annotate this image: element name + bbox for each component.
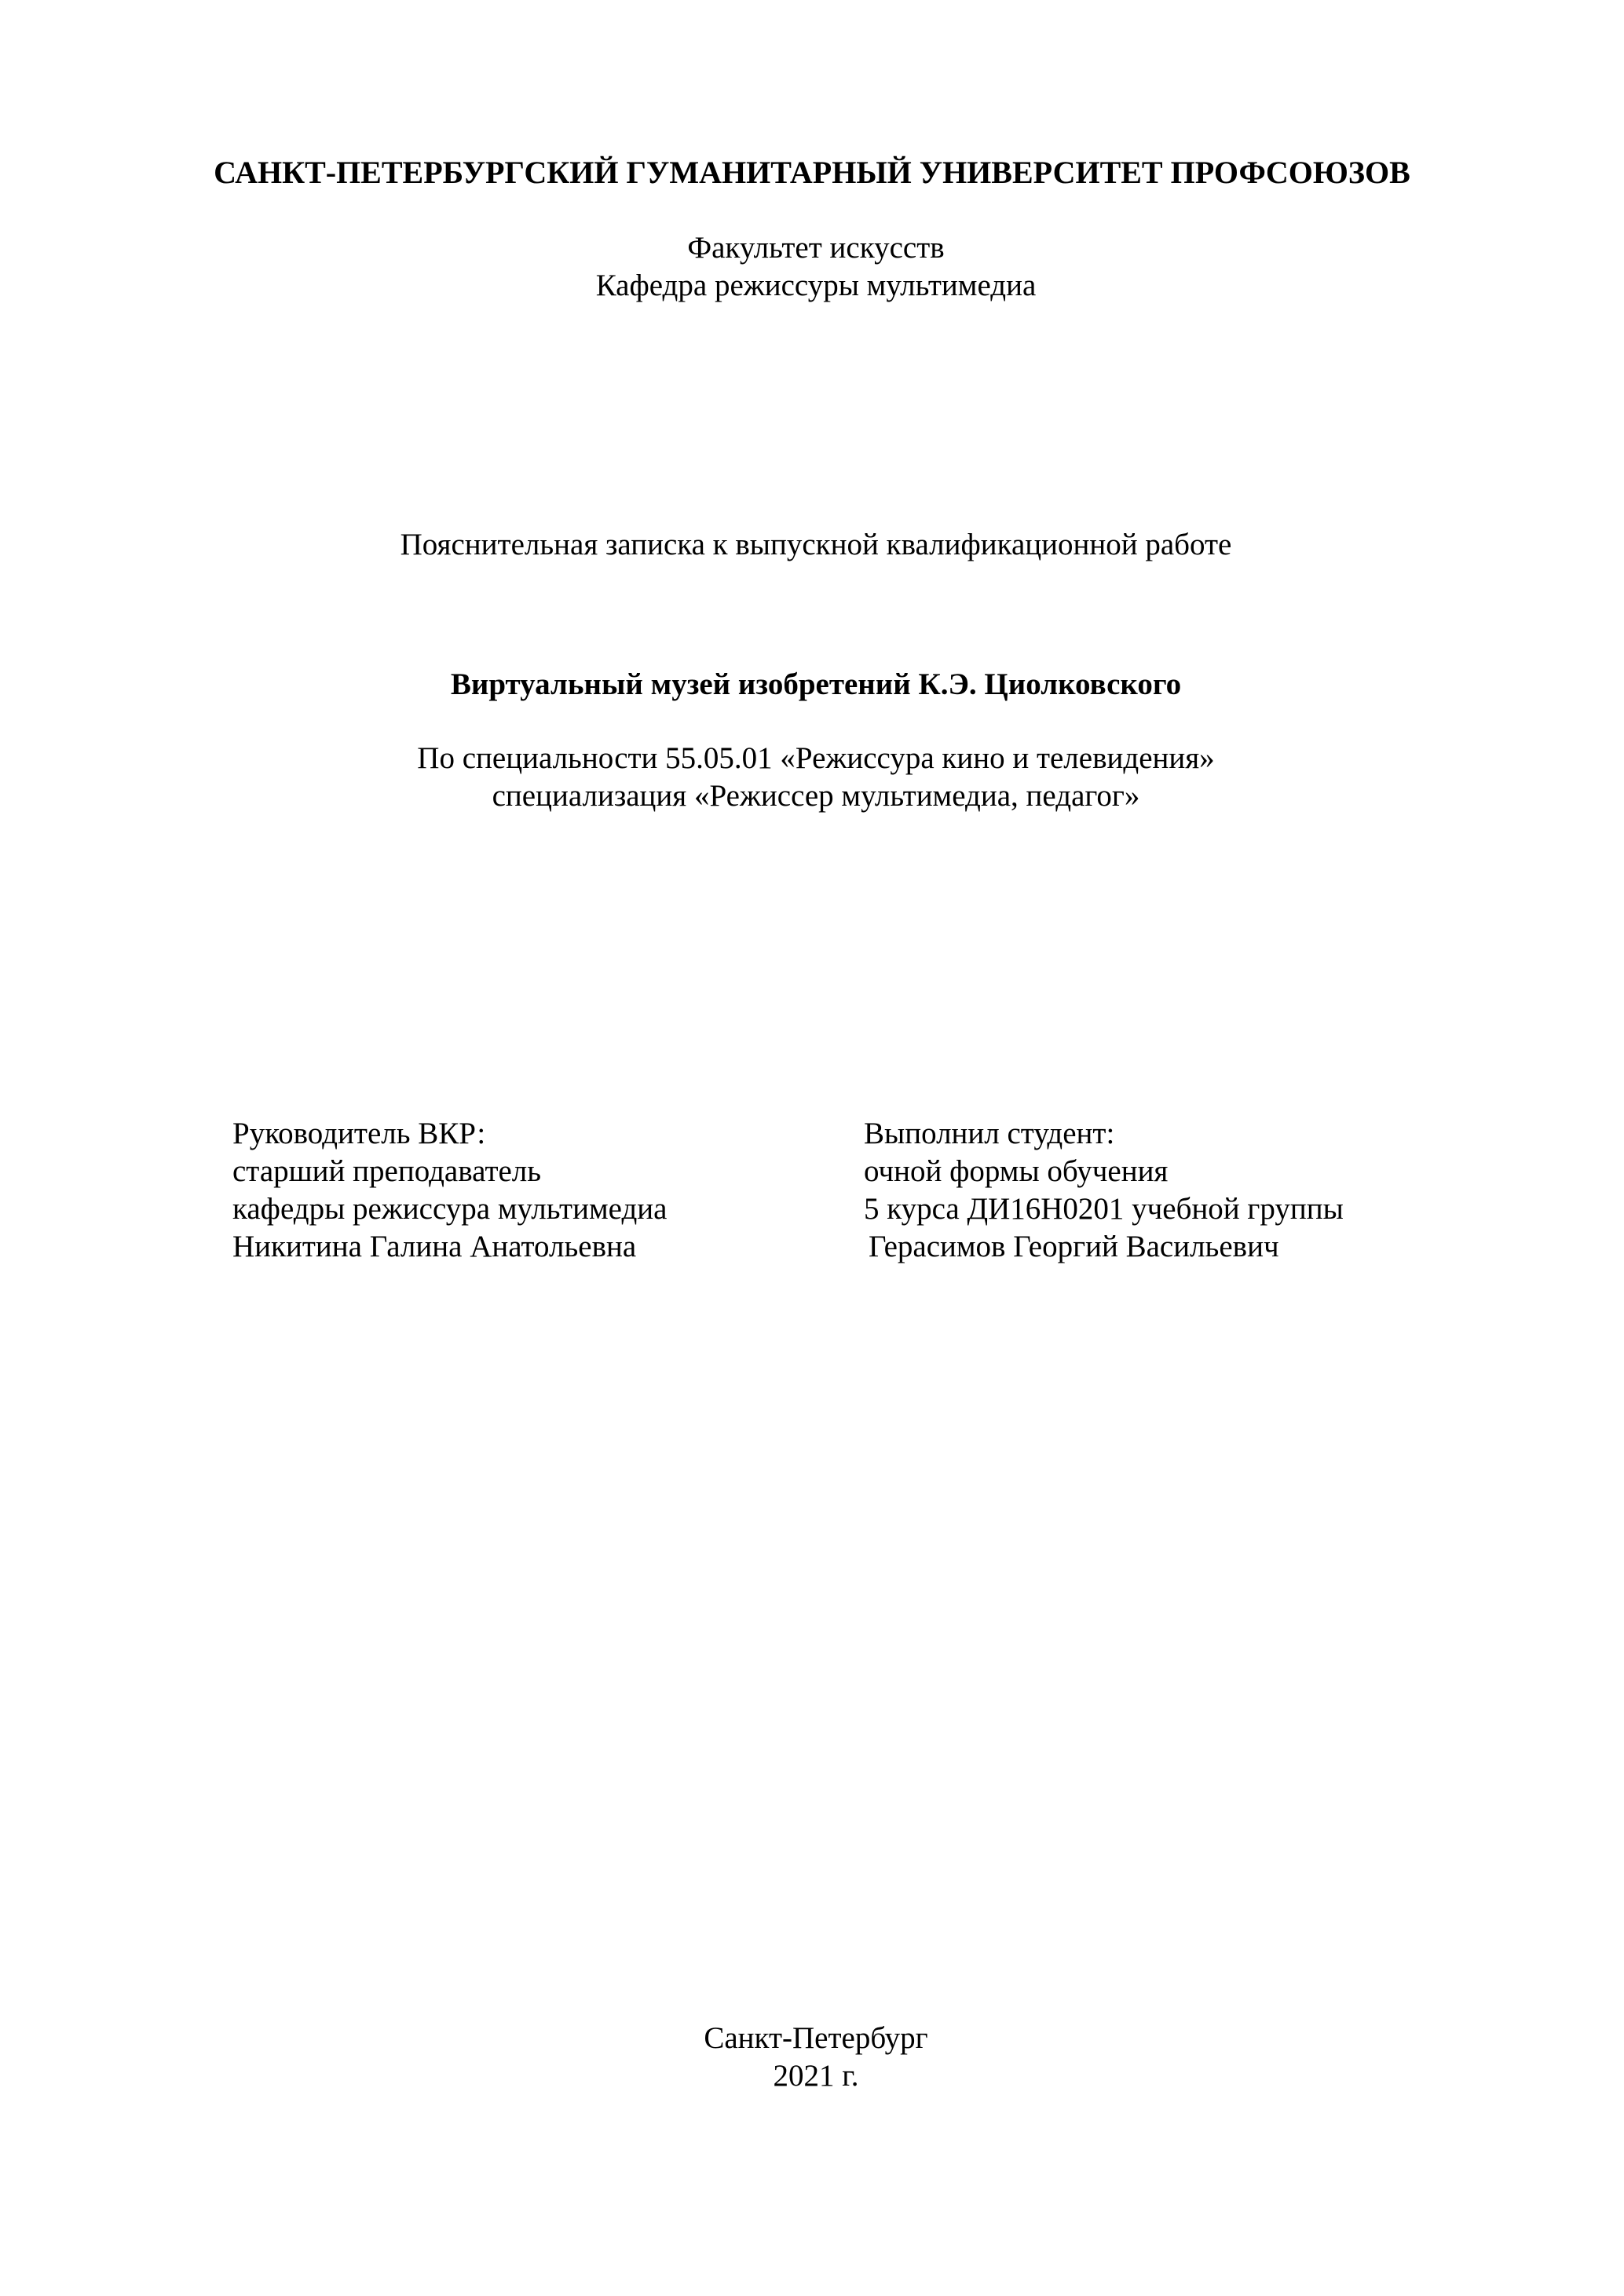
supervisor-department: кафедры режиссура мультимедиа — [232, 1192, 668, 1226]
student-study-form: очной формы обучения — [864, 1154, 1169, 1188]
student-block — [864, 1115, 1344, 1266]
city: Санкт-Петербург — [704, 2021, 928, 2055]
student-label: Выполнил студент: — [864, 1117, 1115, 1150]
supervisor-block — [232, 1115, 667, 1266]
student-name: Герасимов Георгий Васильевич — [869, 1230, 1279, 1263]
supervisor-position: старший преподаватель — [232, 1154, 542, 1188]
student-group: 5 курса ДИ16Н0201 учебной группы — [864, 1192, 1344, 1226]
document-type: Пояснительная записка к выпускной квалификационной работе — [400, 528, 1232, 561]
faculty-name: Факультет искусств — [687, 231, 945, 265]
supervisor-label: Руководитель ВКР: — [232, 1117, 486, 1150]
supervisor-name: Никитина Галина Анатольевна — [232, 1230, 637, 1263]
specialty: По специальности 55.05.01 «Режиссура кино и телевидения» — [417, 741, 1215, 775]
department-name: Кафедра режиссуры мультимедиа — [595, 269, 1037, 302]
thesis-title: Виртуальный музей изобретений К.Э. Циолковского — [450, 667, 1182, 701]
specialization: специализация «Режиссер мультимедиа, педагог» — [492, 779, 1140, 813]
year: 2021 г. — [773, 2059, 859, 2093]
university-name: САНКТ-ПЕТЕРБУРГСКИЙ ГУМАНИТАРНЫЙ УНИВЕРСИТЕТ ПРОФСОЮЗОВ — [214, 155, 1410, 190]
